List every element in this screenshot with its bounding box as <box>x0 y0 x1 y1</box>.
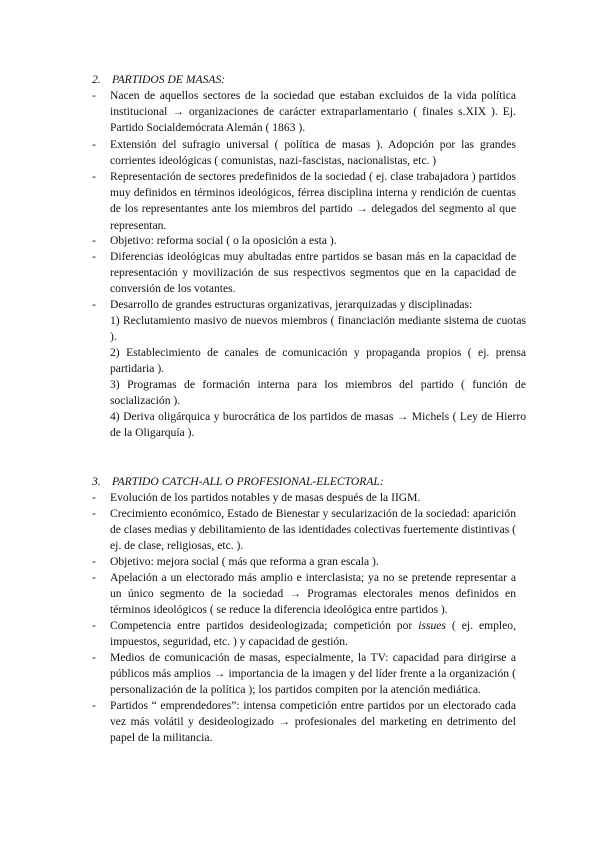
bullet-dash: - <box>92 491 96 504</box>
bullet-dash: - <box>92 507 96 520</box>
bullet-dash: - <box>92 571 96 584</box>
bullet-text: Apelación a un electorado más amplio e interclasista; ya no se pretende representar a un único segmento de la sociedad → Programas electorales menos definidos en términos ideológicos ( se reduce la diferencia ideológica entre partidos ). <box>110 571 516 617</box>
list-item <box>92 233 516 249</box>
section-3-heading <box>92 474 512 490</box>
sub-item: 3) Programas de formación interna para los miembros del partido ( función de socialización ). <box>110 378 526 408</box>
bullet-text: Nacen de aquellos sectores de la sociedad que estaban excluidos de la vida política institucional → organizaciones de carácter extraparlamentario ( finales s.XIX ). Ej. Partido Socialdemócrata Alemán ( 1863 ). <box>110 89 516 135</box>
section-3-title: PARTIDO CATCH-ALL O PROFESIONAL-ELECTORAL: <box>112 475 384 488</box>
bullet-text: Partidos “ emprendedores”: intensa competición entre partidos por un electorado cada vez más volátil y desideologizado → profesionales del marketing en detrimento del papel de la militancia. <box>110 699 516 745</box>
list-item <box>92 554 516 570</box>
section-2-number: 2. <box>92 73 101 86</box>
sub-item: 2) Establecimiento de canales de comunicación y propaganda propios ( ej. prensa partidaria ). <box>110 346 526 376</box>
list-item <box>92 650 516 699</box>
bullet-dash: - <box>92 651 96 664</box>
list-item <box>92 169 516 234</box>
list-item <box>92 618 516 650</box>
bullet-dash: - <box>92 619 96 632</box>
bullet-dash: - <box>92 170 96 183</box>
bullet-dash: - <box>92 138 96 151</box>
list-item <box>92 506 516 555</box>
bullet-dash: - <box>92 250 96 263</box>
bullet-text: Diferencias ideológicas muy abultadas entre partidos se basan más en la capacidad de representación y movilización de sus respectivos segmentos que en la capacidad de conversión de los votantes. <box>110 250 516 296</box>
list-item <box>92 249 516 298</box>
bullet-text: Objetivo: reforma social ( o la oposición a esta ). <box>110 234 337 247</box>
bullet-dash: - <box>92 699 96 712</box>
bullet-dash: - <box>92 555 96 568</box>
bullet-text: Desarrollo de grandes estructuras organizativas, jerarquizadas y disciplinadas: <box>110 298 473 311</box>
sub-item: 1) Reclutamiento masivo de nuevos miembros ( financiación mediante sistema de cuotas ). <box>110 314 526 344</box>
competencia-text-after: ( ej. empleo, impuestos, seguridad, etc. ) y capacidad de gestión. <box>110 619 516 649</box>
bullet-text: Objetivo: mejora social ( más que reforma a gran escala ). <box>110 555 379 568</box>
bullet-dash: - <box>92 234 96 247</box>
bullet-dash: - <box>92 298 96 311</box>
issues-italic: issues <box>418 619 446 632</box>
bullet-text <box>110 618 516 650</box>
section-2-title: PARTIDOS DE MASAS: <box>112 73 226 86</box>
list-item <box>92 88 516 137</box>
section-3-number: 3. <box>92 475 101 488</box>
competencia-text-before: Competencia entre partidos desideologizada; competición por <box>110 619 419 632</box>
list-item <box>92 698 516 747</box>
list-item <box>92 137 516 169</box>
bullet-text: Medios de comunicación de masas, especialmente, la TV: capacidad para dirigirse a públicos más amplios → importancia de la imagen y del líder frente a la organización ( personalización de la política ); los partidos compiten por la atención mediática. <box>110 651 516 697</box>
list-item <box>92 297 516 313</box>
list-item <box>92 490 516 506</box>
list-item <box>92 570 516 619</box>
bullet-text: Extensión del sufragio universal ( política de masas ). Adopción por las grandes corrientes ideológicas ( comunistas, nazi-fascistas, nacionalistas, etc. ) <box>110 138 516 168</box>
sub-item: 4) Deriva oligárquica y burocrática de los partidos de masas → Michels ( Ley de Hierro de la Oligarquía ). <box>110 410 526 440</box>
bullet-text: Evolución de los partidos notables y de masas después de la IIGM. <box>110 491 421 504</box>
bullet-text: Crecimiento económico, Estado de Bienestar y secularización de la sociedad: aparición de clases medias y debilitamiento de las identidades colectivas fuertemente distintivas ( ej. de clase, religiosas, etc. ). <box>110 507 516 553</box>
section-2-heading <box>92 72 512 88</box>
bullet-text: Representación de sectores predefinidos de la sociedad ( ej. clase trabajadora ) partidos muy definidos en términos ideológicos, férrea disciplina interna y rendición de cuentas de los representantes ante los miembros del partido → delegados del segmento al que representan. <box>110 170 516 232</box>
bullet-dash: - <box>92 89 96 102</box>
